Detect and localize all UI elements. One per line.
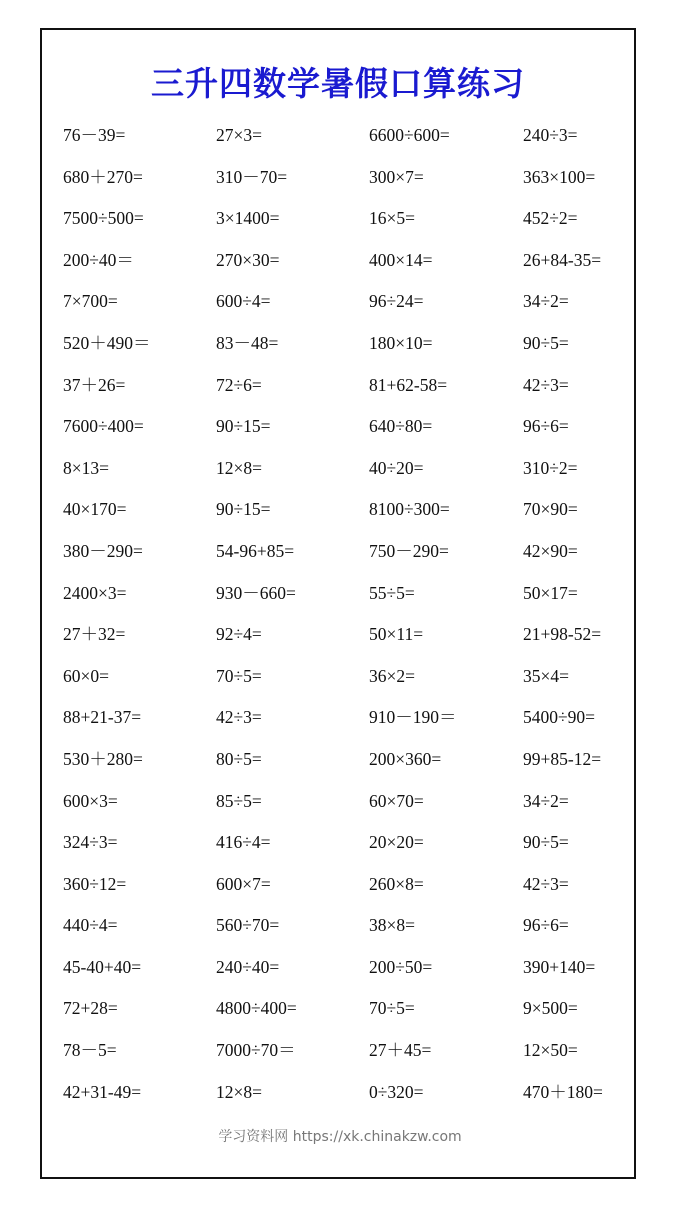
problem-grid	[63, 115, 633, 1113]
problem-item: 8100÷300=	[369, 499, 450, 520]
problem-item: 90÷5=	[523, 332, 569, 353]
problem-item: 36×2=	[369, 665, 415, 686]
problem-item: 21+98-52=	[523, 624, 602, 645]
problem-item: 416÷4=	[216, 832, 271, 853]
source-footer: 学习资料网 https://xk.chinakzw.com	[218, 1129, 462, 1145]
problem-item: 4800÷400=	[216, 998, 297, 1019]
problem-item: 34÷2=	[523, 291, 569, 312]
problem-item: 680＋270=	[63, 166, 143, 187]
problem-item: 2400×3=	[63, 582, 127, 603]
problem-item: 8×13=	[63, 457, 109, 478]
problem-item: 85÷5=	[216, 790, 262, 811]
problem-item: 54-96+85=	[216, 540, 295, 561]
problem-item: 470＋180=	[523, 1081, 603, 1102]
problem-item: 300×7=	[369, 166, 424, 187]
problem-item: 7000÷70＝	[216, 1040, 296, 1061]
problem-item: 12×50=	[523, 1040, 578, 1061]
problem-item: 9×500=	[523, 998, 578, 1019]
problem-item: 70÷5=	[369, 998, 415, 1019]
problem-item: 324÷3=	[63, 832, 118, 853]
problem-item: 92÷4=	[216, 624, 262, 645]
problem-item: 200×360=	[369, 748, 442, 769]
problem-item: 50×17=	[523, 582, 578, 603]
problem-item: 600×7=	[216, 873, 271, 894]
problem-item: 7600÷400=	[63, 416, 144, 437]
problem-item: 78－5=	[63, 1040, 117, 1061]
problem-item: 40÷20=	[369, 457, 424, 478]
problem-item: 35×4=	[523, 665, 569, 686]
problem-item: 96÷24=	[369, 291, 424, 312]
problem-item: 180×10=	[369, 332, 433, 353]
problem-item: 260×8=	[369, 873, 424, 894]
problem-item: 360÷12=	[63, 873, 127, 894]
problem-item: 55÷5=	[369, 582, 415, 603]
problem-item: 96÷6=	[523, 416, 569, 437]
problem-item: 363×100=	[523, 166, 596, 187]
problem-item: 640÷80=	[369, 416, 433, 437]
problem-item: 70÷5=	[216, 665, 262, 686]
problem-item: 40×170=	[63, 499, 127, 520]
problem-item: 76－39=	[63, 125, 126, 145]
problem-item: 16×5=	[369, 208, 415, 229]
problem-item: 50×11=	[369, 624, 424, 645]
problem-item: 70×90=	[523, 499, 578, 520]
problem-item: 910－190＝	[369, 707, 457, 728]
problem-item: 7500÷500=	[63, 208, 144, 229]
problem-item: 0÷320=	[369, 1081, 424, 1102]
problem-item: 27＋45=	[369, 1040, 432, 1061]
problem-item: 38×8=	[369, 915, 415, 936]
problem-item: 90÷15=	[216, 416, 271, 437]
problem-item: 27×3=	[216, 125, 262, 145]
problem-item: 42÷3=	[523, 873, 569, 894]
problem-item: 400×14=	[369, 249, 433, 270]
problem-item: 83－48=	[216, 332, 279, 353]
problem-item: 72+28=	[63, 998, 118, 1019]
problem-item: 452÷2=	[523, 208, 578, 229]
problem-item: 88+21-37=	[63, 707, 142, 728]
problem-item: 310－70=	[216, 166, 288, 187]
problem-item: 270×30=	[216, 249, 280, 270]
problem-item: 200÷50=	[369, 956, 433, 977]
problem-item: 20×20=	[369, 832, 424, 853]
problem-item: 42+31-49=	[63, 1081, 142, 1102]
problem-item: 12×8=	[216, 457, 262, 478]
worksheet-frame	[40, 28, 636, 1179]
problem-item: 27＋32=	[63, 624, 126, 645]
problem-item: 12×8=	[216, 1081, 262, 1102]
problem-item: 600÷4=	[216, 291, 271, 312]
worksheet-title: 三升四数学暑假口算练习	[151, 64, 525, 103]
problem-item: 5400÷90=	[523, 707, 595, 728]
problem-item: 600×3=	[63, 790, 118, 811]
problem-item: 90÷15=	[216, 499, 271, 520]
problem-item: 750－290=	[369, 540, 449, 561]
problem-item: 80÷5=	[216, 748, 262, 769]
problem-item: 81+62-58=	[369, 374, 448, 395]
problem-item: 930－660=	[216, 582, 296, 603]
problem-item: 99+85-12=	[523, 748, 602, 769]
problem-item: 6600÷600=	[369, 125, 450, 145]
problem-item: 37＋26=	[63, 374, 126, 395]
problem-item: 380－290=	[63, 540, 143, 561]
problem-item: 390+140=	[523, 956, 596, 977]
problem-item: 42÷3=	[523, 374, 569, 395]
problem-item: 90÷5=	[523, 832, 569, 853]
problem-item: 440÷4=	[63, 915, 118, 936]
problem-item: 560÷70=	[216, 915, 280, 936]
problem-item: 26+84-35=	[523, 249, 602, 270]
problem-item: 34÷2=	[523, 790, 569, 811]
problem-item: 45-40+40=	[63, 956, 142, 977]
problem-item: 60×70=	[369, 790, 424, 811]
problem-item: 200÷40＝	[63, 249, 134, 270]
problem-item: 310÷2=	[523, 457, 578, 478]
problem-item: 42×90=	[523, 540, 578, 561]
problem-item: 96÷6=	[523, 915, 569, 936]
problem-item: 42÷3=	[216, 707, 262, 728]
problem-item: 530＋280=	[63, 748, 143, 769]
problem-item: 60×0=	[63, 665, 109, 686]
problem-item: 520＋490＝	[63, 332, 151, 353]
problem-item: 72÷6=	[216, 374, 262, 395]
problem-item: 7×700=	[63, 291, 118, 312]
problem-item: 240÷40=	[216, 956, 280, 977]
problem-item: 3×1400=	[216, 208, 280, 229]
problem-item: 240÷3=	[523, 125, 578, 145]
